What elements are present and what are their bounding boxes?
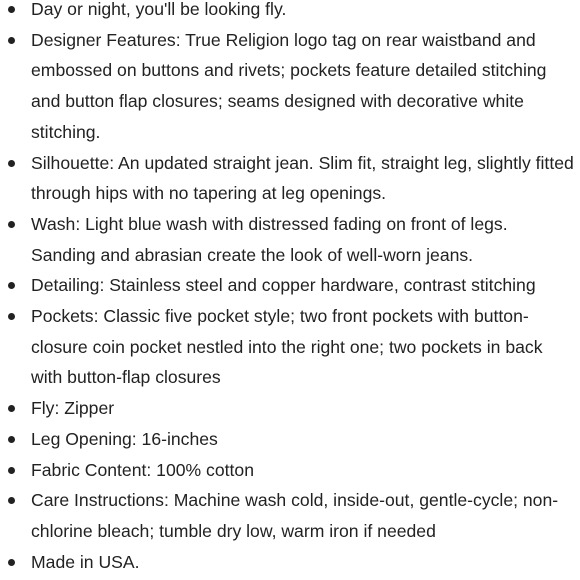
list-item-text: Silhouette: An updated straight jean. Slim fit, straight leg, slightly fitted through hips with no tapering at leg openings. bbox=[31, 152, 574, 204]
list-item-text: Leg Opening: 16-inches bbox=[31, 428, 218, 449]
list-item-text: Made in USA. bbox=[31, 551, 140, 572]
list-item-text: Detailing: Stainless steel and copper hardware, contrast stitching bbox=[31, 275, 536, 296]
list-item-text: Care Instructions: Machine wash cold, inside-out, gentle-cycle; non-chlorine bleach; tumble dry low, warm iron if needed bbox=[31, 490, 559, 541]
bullet-icon bbox=[8, 467, 15, 474]
bullet-icon bbox=[8, 559, 15, 566]
list-item bbox=[0, 547, 580, 578]
bullet-icon bbox=[8, 6, 15, 13]
list-item bbox=[0, 424, 580, 455]
list-item bbox=[0, 301, 580, 393]
bullet-icon bbox=[8, 37, 15, 44]
bullet-icon bbox=[8, 282, 15, 289]
list-item-text: Pockets: Classic five pocket style; two front pockets with button-closure coin pocket nestled into the right one; two pockets in back with button-flap closures bbox=[31, 306, 543, 388]
list-item bbox=[0, 25, 580, 148]
list-item bbox=[0, 209, 580, 270]
list-item-text: Fly: Zipper bbox=[31, 398, 115, 419]
bullet-icon bbox=[8, 436, 15, 443]
list-item-text: Fabric Content: 100% cotton bbox=[31, 459, 254, 480]
list-item bbox=[0, 270, 580, 301]
bullet-icon bbox=[8, 221, 15, 228]
list-item bbox=[0, 455, 580, 486]
list-item-text: Designer Features: True Religion logo tag on rear waistband and embossed on buttons and rivets; pockets feature detailed stitching and button flap closures; seams designed with decorative white stitching. bbox=[31, 29, 547, 142]
list-item bbox=[0, 148, 580, 209]
bullet-icon bbox=[8, 405, 15, 412]
bullet-icon bbox=[8, 160, 15, 167]
bullet-icon bbox=[8, 497, 15, 504]
list-item-text: Day or night, you'll be looking fly. bbox=[31, 0, 287, 19]
list-item bbox=[0, 0, 580, 25]
list-item bbox=[0, 485, 580, 546]
list-item-text: Wash: Light blue wash with distressed fading on front of legs. Sanding and abrasian create the look of well-worn jeans. bbox=[31, 213, 508, 265]
bullet-icon bbox=[8, 313, 15, 320]
list-item bbox=[0, 393, 580, 424]
